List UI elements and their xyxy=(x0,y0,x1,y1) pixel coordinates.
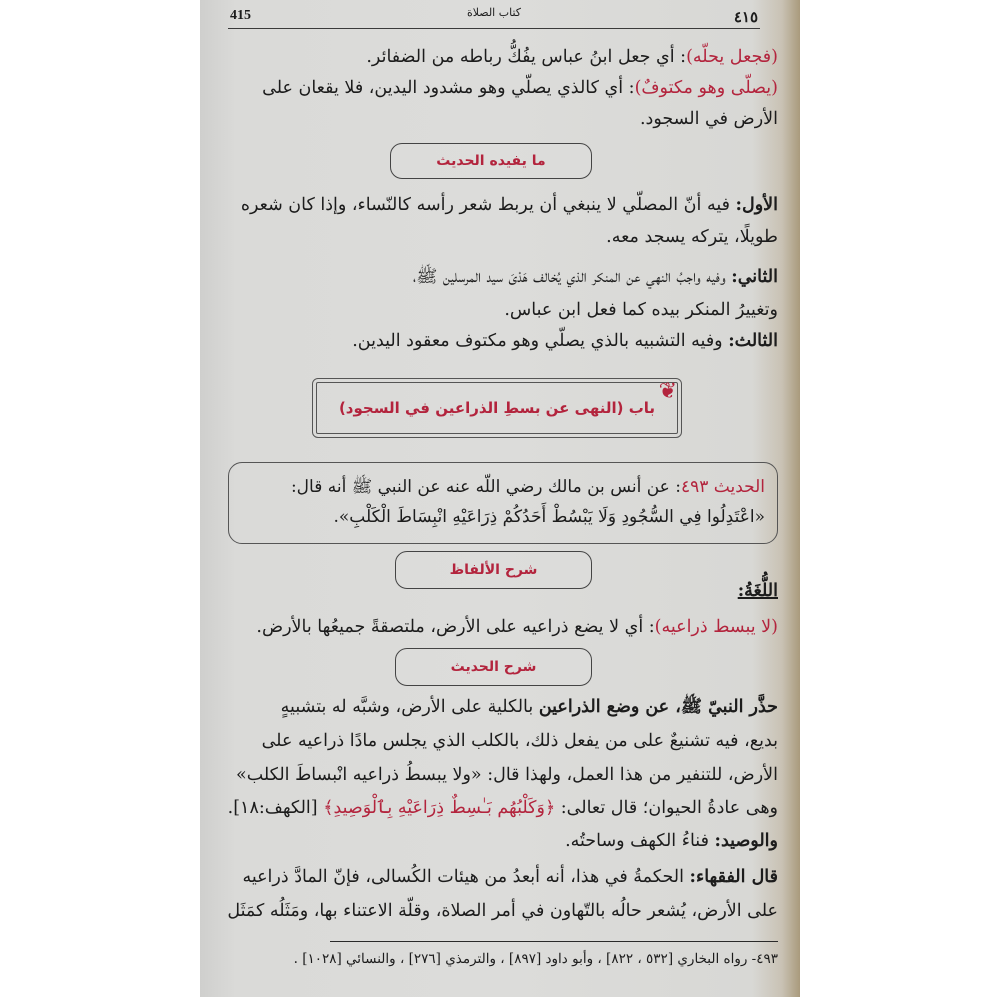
gloss-term: (فجعل يحلّه) xyxy=(686,47,778,67)
explanation-line: الأرض، للتنفير من هذا العمل، ولهذا قال: «ولا يبسطُ ذراعيه انْبساطَ الكلب» xyxy=(235,765,778,785)
chapter-heading xyxy=(312,378,682,438)
quran-reference: [الكهف:١٨]. xyxy=(227,798,324,818)
wasid-text: فناءُ الكهف وساحتُه. xyxy=(565,831,715,851)
benefit-label: الثاني: xyxy=(731,267,778,287)
gloss-line xyxy=(222,42,778,72)
paragraph-line: وتغييرُ المنكر بيده كما فعل ابن عباس. xyxy=(504,300,778,320)
gloss-text: : أي كالذي يصلّي وهو مشدود اليدين، فلا يقعان على xyxy=(262,78,635,98)
hadith-intro xyxy=(241,473,765,501)
footnote-divider xyxy=(330,941,778,942)
gloss-term: (يصلّى وهو مكتوفٌ) xyxy=(634,78,778,98)
quran-verse: ﴿وَكَلْبُهُم بَـٰسِطٌ ذِرَاعَيْهِ بِٱلْوَصِيدِ﴾ xyxy=(323,798,556,818)
explanation-text: بالكلية على الأرض، وشبَّه له بتشبيهٍ xyxy=(280,697,539,717)
wasid-definition xyxy=(222,826,778,856)
explanation-line: بديع، فيه تشنيعٌ على من يفعل ذلك، بالكلب الذي يجلس مادًا ذراعيه على xyxy=(261,731,778,751)
gloss-line xyxy=(222,73,778,103)
language-label: اللُّغَةُ: xyxy=(737,581,778,601)
floral-ornament-icon: ❦ xyxy=(658,379,677,404)
page-header xyxy=(228,6,760,29)
explanation-bold: حذَّر النبيّ ﷺ، عن وضع الذراعين xyxy=(538,697,778,717)
fuqaha-text: الحكمةُ في هذا، أنه أبعدُ من هيئات الكُسالى، فإنّ المادَّ ذراعيه xyxy=(242,867,690,887)
benefit-third xyxy=(222,326,778,356)
benefit-second xyxy=(222,262,778,292)
benefit-label: الثالث: xyxy=(728,331,778,351)
section-heading-benefits: ما يفيده الحديث xyxy=(390,143,592,179)
benefit-label: الأول: xyxy=(735,195,778,215)
fuqaha-label: قال الفقهاء: xyxy=(689,867,778,887)
running-title: كتاب الصلاة xyxy=(466,6,522,19)
paragraph-line: طويلًا، يتركه يسجد معه. xyxy=(606,227,778,247)
page-number-latin: 415 xyxy=(230,8,251,23)
explanation-line xyxy=(222,692,778,722)
page-number-arabic: ٤١٥ xyxy=(733,8,758,26)
wasid-label: والوصيد: xyxy=(714,831,778,851)
explanation-line: على الأرض، يُشعر حالُه بالتّهاون في أمر الصلاة، وقلّة الاعتناء بها، ومَثَلُه كمَثَل xyxy=(227,901,778,921)
explanation-line xyxy=(222,793,778,823)
section-heading-explanation: شرح الحديث xyxy=(395,648,592,686)
vocab-definition: : أي لا يضع ذراعيه على الأرض، ملتصقةً جميعُها بالأرض. xyxy=(256,617,655,637)
explanation-text: وهى عادةُ الحيوان؛ قال تعالى: xyxy=(555,798,778,818)
benefit-text: فيه أنّ المصلّي لا ينبغي أن يربط شعر رأسه كالنّساء، وإذا كان شعره xyxy=(240,195,736,215)
section-heading-vocabulary: شرح الألفاظ xyxy=(395,551,592,589)
hadith-number: الحديث ٤٩٣ xyxy=(680,477,765,497)
fuqaha-line xyxy=(222,862,778,892)
paragraph-line: الأرض في السجود. xyxy=(639,109,778,129)
book-page xyxy=(200,0,800,997)
benefit-text: وفيه واجبُ النهي عن المنكر الذي يُخالف هَدْىَ سيد المرسلين ﷺ، xyxy=(412,267,732,287)
vocab-term: (لا يبسط ذراعيه) xyxy=(654,617,778,637)
benefit-first xyxy=(222,190,778,220)
vocab-entry xyxy=(222,612,778,642)
hadith-chain: : عن أنس بن مالك رضي اللّه عنه عن النبي ﷺ أنه قال: xyxy=(290,477,681,497)
gloss-text: : أي جعل ابنُ عباس يفُكُّ رباطه من الضفائر. xyxy=(366,47,687,67)
hadith-box xyxy=(228,462,778,544)
chapter-title: باب (النهى عن بسطِ الذراعين في السجود) xyxy=(338,399,656,417)
benefit-text: وفيه التشبيه بالذي يصلّي وهو مكتوف معقود اليدين. xyxy=(352,331,729,351)
hadith-text: «اعْتَدِلُوا فِي السُّجُودِ وَلَا يَبْسُطْ أَحَدُكُمْ ذِرَاعَيْهِ انْبِسَاطَ الْكَلْبِ». xyxy=(333,507,765,527)
footnote: ٤٩٣- رواه البخاري [٥٣٢ ، ٨٢٢] ، وأبو داود [٨٩٧] ، والترمذي [٢٧٦] ، والنسائي [١٠٢٨] . xyxy=(293,951,778,967)
